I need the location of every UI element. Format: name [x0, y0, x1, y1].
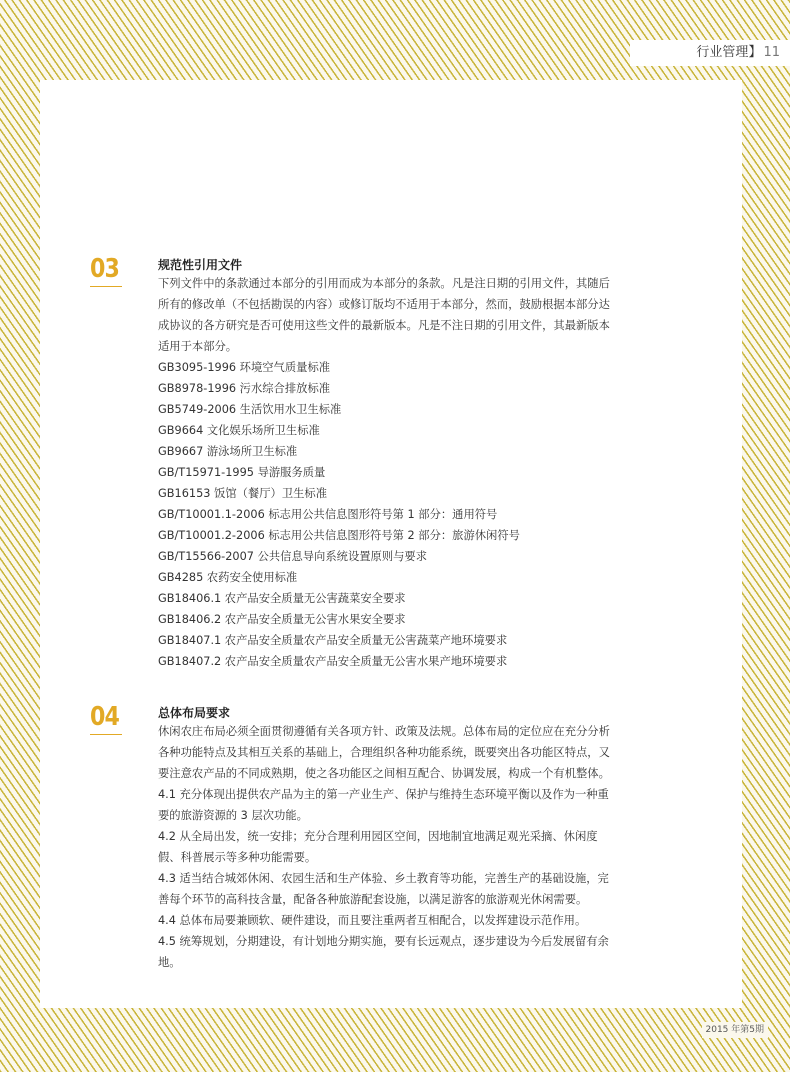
section-number-underline [90, 734, 122, 735]
reference-item: GB3095-1996 环境空气质量标准 [158, 361, 331, 374]
reference-item: GB18407.2 农产品安全质量农产品安全质量无公害水果产地环境要求 [158, 655, 508, 668]
page-number: 11 [763, 45, 780, 60]
section-title: 规范性引用文件 [158, 258, 243, 272]
section-number: 03 [90, 254, 120, 284]
reference-item: GB9664 文化娱乐场所卫生标准 [158, 424, 320, 437]
reference-item: GB18406.2 农产品安全质量无公害水果安全要求 [158, 613, 406, 626]
section-number: 04 [90, 702, 120, 732]
body-paragraph: 4.5 统筹规划，分期建设，有计划地分期实施，要有长远观点，逐步建设为今后发展留有余地。 [158, 935, 609, 969]
reference-item: GB18407.1 农产品安全质量农产品安全质量无公害蔬菜产地环境要求 [158, 634, 508, 647]
header-bracket: 】 [748, 45, 762, 60]
reference-item: GB/T10001.1-2006 标志用公共信息图形符号第 1 部分：通用符号 [158, 508, 498, 521]
reference-item: GB/T15971-1995 导游服务质量 [158, 466, 326, 479]
page-content [40, 80, 742, 1008]
reference-item: GB/T10001.2-2006 标志用公共信息图形符号第 2 部分：旅游休闲符号 [158, 529, 520, 542]
body-paragraph: 4.1 充分体现出提供农产品为主的第一产业生产、保护与维持生态环境平衡以及作为一种重要的旅游资源的 3 层次功能。 [158, 788, 609, 822]
section-body [158, 721, 618, 973]
issue-footer: 2015 年第5期 [702, 1022, 769, 1038]
reference-item: GB18406.1 农产品安全质量无公害蔬菜安全要求 [158, 592, 406, 605]
body-paragraph: 休闲农庄布局必须全面贯彻遵循有关各项方针、政策及法规。总体布局的定位应在充分分析各种功能特点及其相互关系的基础上，合理组织各种功能系统，既要突出各功能区特点，又要注意农产品的不同成熟期，使之各功能区之间相互配合、协调发展，构成一个有机整体。 [158, 725, 610, 780]
section-number-underline [90, 286, 122, 287]
section-title: 总体布局要求 [158, 706, 231, 720]
running-header [630, 40, 790, 66]
reference-item: GB16153 饭馆（餐厅）卫生标准 [158, 487, 328, 500]
header-section-name: 行业管理 [696, 45, 749, 60]
reference-item: GB5749-2006 生活饮用水卫生标准 [158, 403, 342, 416]
intro-paragraph: 下列文件中的条款通过本部分的引用而成为本部分的条款。凡是注日期的引用文件，其随后所有的修改单（不包括勘误的内容）或修订版均不适用于本部分，然而，鼓励根据本部分达成协议的各方研究是否可使用这些文件的最新版本。凡是不注日期的引用文件，其最新版本适用于本部分。 [158, 277, 610, 353]
reference-item: GB9667 游泳场所卫生标准 [158, 445, 298, 458]
body-paragraph: 4.4 总体布局要兼顾软、硬件建设，而且要注重两者互相配合，以发挥建设示范作用。 [158, 914, 587, 927]
body-paragraph: 4.3 适当结合城郊休闲、农园生活和生产体验、乡土教育等功能，完善生产的基础设施，完善每个环节的高科技含量，配备各种旅游配套设施，以满足游客的旅游观光休闲需要。 [158, 872, 609, 906]
reference-item: GB/T15566-2007 公共信息导向系统设置原则与要求 [158, 550, 428, 563]
reference-item: GB8978-1996 污水综合排放标准 [158, 382, 331, 395]
reference-item: GB4285 农药安全使用标准 [158, 571, 298, 584]
body-paragraph: 4.2 从全局出发，统一安排；充分合理利用园区空间，因地制宜地满足观光采摘、休闲度假、科普展示等多种功能需要。 [158, 830, 598, 864]
section-intro [158, 273, 618, 357]
reference-list [158, 357, 520, 672]
